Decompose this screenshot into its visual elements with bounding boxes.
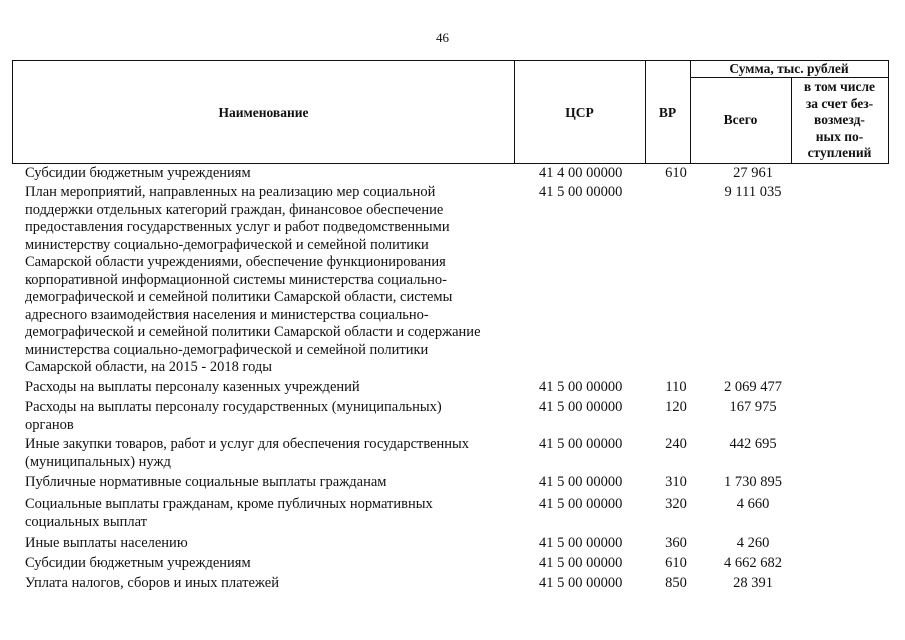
row-csr: 41 5 00 00000 <box>539 399 623 415</box>
row-csr: 41 5 00 00000 <box>539 496 623 512</box>
row-vr: 320 <box>665 496 687 512</box>
row-name: Социальные выплаты гражданам, кроме публичных нормативных социальных выплат <box>25 496 433 530</box>
row-sum: 4 260 <box>736 535 770 551</box>
row-name: Публичные нормативные социальные выплаты гражданам <box>25 474 387 490</box>
row-csr: 41 5 00 00000 <box>539 555 623 571</box>
row-sum: 2 069 477 <box>724 379 782 395</box>
row-name: План мероприятий, направленных на реализацию мер социальной поддержки отдельных категорий граждан, финансовое обеспечение предоставления государственных услуг и работ подведомственными министерству социально-демографической и семейной политики Самарской области учреждениями, обеспечение функционирования корпоративной информационной системы министерства социально- демографической и семейной политики Самарской области, системы адресного взаимодействия населения и министерства социально- демографической и семейной политики Самарской области и содержание министерства социально-демографической и семейной политики Самарской области, на 2015 - 2018 годы <box>25 184 481 375</box>
row-csr: 41 5 00 00000 <box>539 184 623 200</box>
row-csr: 41 5 00 00000 <box>539 379 623 395</box>
row-vr: 610 <box>665 165 687 181</box>
row-sum: 167 975 <box>729 399 777 415</box>
divider <box>690 77 888 78</box>
row-sum: 28 391 <box>733 575 773 591</box>
row-csr: 41 5 00 00000 <box>539 436 623 452</box>
row-vr: 120 <box>665 399 687 415</box>
row-sum: 9 111 035 <box>724 184 782 200</box>
row-vr: 310 <box>665 474 687 490</box>
row-vr: 360 <box>665 535 687 551</box>
header-name: Наименование <box>218 105 309 120</box>
header-incl-free-receipts: в том числе за счет без- возмезд- ных по- ступлений <box>803 79 876 160</box>
row-name: Субсидии бюджетным учреждениям <box>25 165 251 181</box>
row-name: Расходы на выплаты персоналу казенных учреждений <box>25 379 360 395</box>
header-total: Всего <box>723 112 758 127</box>
row-csr: 41 5 00 00000 <box>539 474 623 490</box>
row-csr: 41 5 00 00000 <box>539 535 623 551</box>
row-sum: 442 695 <box>729 436 777 452</box>
page-number: 46 <box>436 30 449 45</box>
table-header <box>12 60 889 164</box>
row-name: Иные выплаты населению <box>25 535 188 551</box>
header-vr: ВР <box>658 105 677 120</box>
header-csr: ЦСР <box>565 105 594 120</box>
row-name: Уплата налогов, сборов и иных платежей <box>25 575 279 591</box>
row-vr: 850 <box>665 575 687 591</box>
row-sum: 1 730 895 <box>724 474 782 490</box>
header-sum-group: Сумма, тыс. рублей <box>729 61 849 76</box>
row-sum: 4 660 <box>736 496 770 512</box>
row-sum: 4 662 682 <box>724 555 782 571</box>
row-csr: 41 4 00 00000 <box>539 165 623 181</box>
row-vr: 610 <box>665 555 687 571</box>
row-vr: 240 <box>665 436 687 452</box>
row-sum: 27 961 <box>733 165 773 181</box>
row-name: Расходы на выплаты персоналу государственных (муниципальных) органов <box>25 399 442 433</box>
row-vr: 110 <box>665 379 687 395</box>
row-csr: 41 5 00 00000 <box>539 575 623 591</box>
row-name: Иные закупки товаров, работ и услуг для обеспечения государственных (муниципальных) нужд <box>25 436 470 470</box>
row-name: Субсидии бюджетным учреждениям <box>25 555 251 571</box>
